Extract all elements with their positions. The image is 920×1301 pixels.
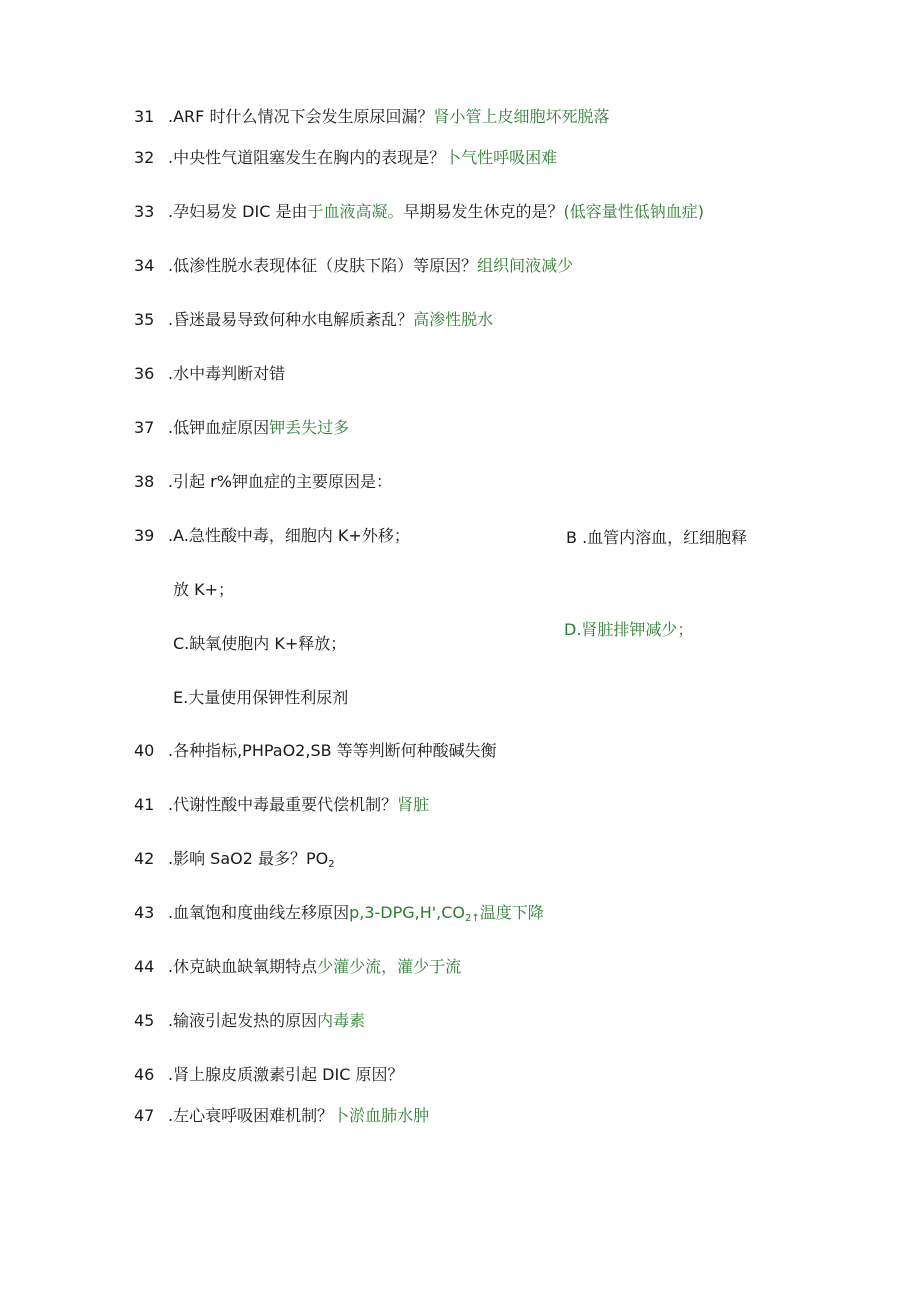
answer-text: 卜淤血肺水肿 — [333, 1106, 430, 1125]
question-text: .各种指标,PHPaO2,SB 等等判断何种酸碱失衡 — [168, 741, 497, 760]
question-text: .影响 SaO2 最多？ — [168, 849, 306, 868]
question-number: 36 — [134, 364, 155, 383]
question-text: .输液引起发热的原因 — [168, 1011, 318, 1030]
answer-text: 于血液高凝。 — [307, 202, 404, 221]
question-number: 47 — [134, 1106, 155, 1125]
answer-text: 高渗性脱水 — [413, 310, 494, 329]
question-text: .引起 r%钾血症的主要原因是： — [168, 472, 392, 491]
answer-text: PO — [306, 849, 329, 868]
question-number: 44 — [134, 957, 155, 976]
question-number: 32 — [134, 148, 155, 167]
question-text: .昏迷最易导致何种水电解质紊乱？ — [168, 310, 414, 329]
answer-tail: 温度下降 — [479, 903, 544, 922]
option-c: C.缺氧使胞内 K+释放； — [173, 634, 347, 653]
question-text-2: 早期易发生休克的是？ — [403, 202, 564, 221]
question-text: .孕妇易发 DIC 是由 — [168, 202, 308, 221]
question-text: .低钾血症原因 — [168, 418, 270, 437]
question-text: .水中毒判断对错 — [168, 364, 286, 383]
question-number: 31 — [134, 107, 155, 126]
question-number: 34 — [134, 256, 155, 275]
question-text: .肾上腺皮质激素引起 DIC 原因？ — [168, 1065, 404, 1084]
answer-text: 钾丢失过多 — [269, 418, 350, 437]
question-number: 41 — [134, 795, 155, 814]
option-b: B .血管内溶血，红细胞释 — [566, 528, 748, 547]
question-number: 43 — [134, 903, 155, 922]
option-b-continued: 放 K+； — [173, 580, 234, 599]
answer-text: p,3-DPG,H',CO — [349, 903, 466, 922]
answer-text: 肾小管上皮细胞坏死脱落 — [433, 107, 610, 126]
question-number: 42 — [134, 849, 155, 868]
option-d: D.肾脏排钾减少； — [564, 620, 694, 639]
question-text: .血氧饱和度曲线左移原因 — [168, 903, 350, 922]
answer-subscript: 2 — [328, 859, 335, 870]
question-number: 45 — [134, 1011, 155, 1030]
answer-subscript: 2↑ — [465, 913, 480, 924]
option-a: .A.急性酸中毒，细胞内 K+外移； — [168, 526, 410, 545]
answer-text-2: (低容量性低钠血症) — [563, 202, 705, 221]
answer-text: 卜气性呼吸困难 — [445, 148, 558, 167]
question-text: .中央性气道阻塞发生在胸内的表现是？ — [168, 148, 446, 167]
question-number: 35 — [134, 310, 155, 329]
option-e: E.大量使用保钾性利尿剂 — [173, 688, 349, 707]
answer-text: 内毒素 — [317, 1011, 366, 1030]
question-number: 37 — [134, 418, 155, 437]
question-text: .代谢性酸中毒最重要代偿机制？ — [168, 795, 398, 814]
question-number: 39 — [134, 526, 155, 545]
answer-text: 肾脏 — [397, 795, 430, 814]
question-text: .低渗性脱水表现体征（皮肤下陷）等原因？ — [168, 256, 478, 275]
question-number: 38 — [134, 472, 155, 491]
answer-text: 组织间液减少 — [477, 256, 574, 275]
question-text: .ARF 时什么情况下会发生原尿回漏？ — [168, 107, 434, 126]
question-number: 33 — [134, 202, 155, 221]
question-text: .休克缺血缺氧期特点 — [168, 957, 318, 976]
answer-text: 少灌少流，灌少于流 — [317, 957, 462, 976]
question-number: 46 — [134, 1065, 155, 1084]
question-number: 40 — [134, 741, 155, 760]
question-text: .左心衰呼吸困难机制？ — [168, 1106, 334, 1125]
